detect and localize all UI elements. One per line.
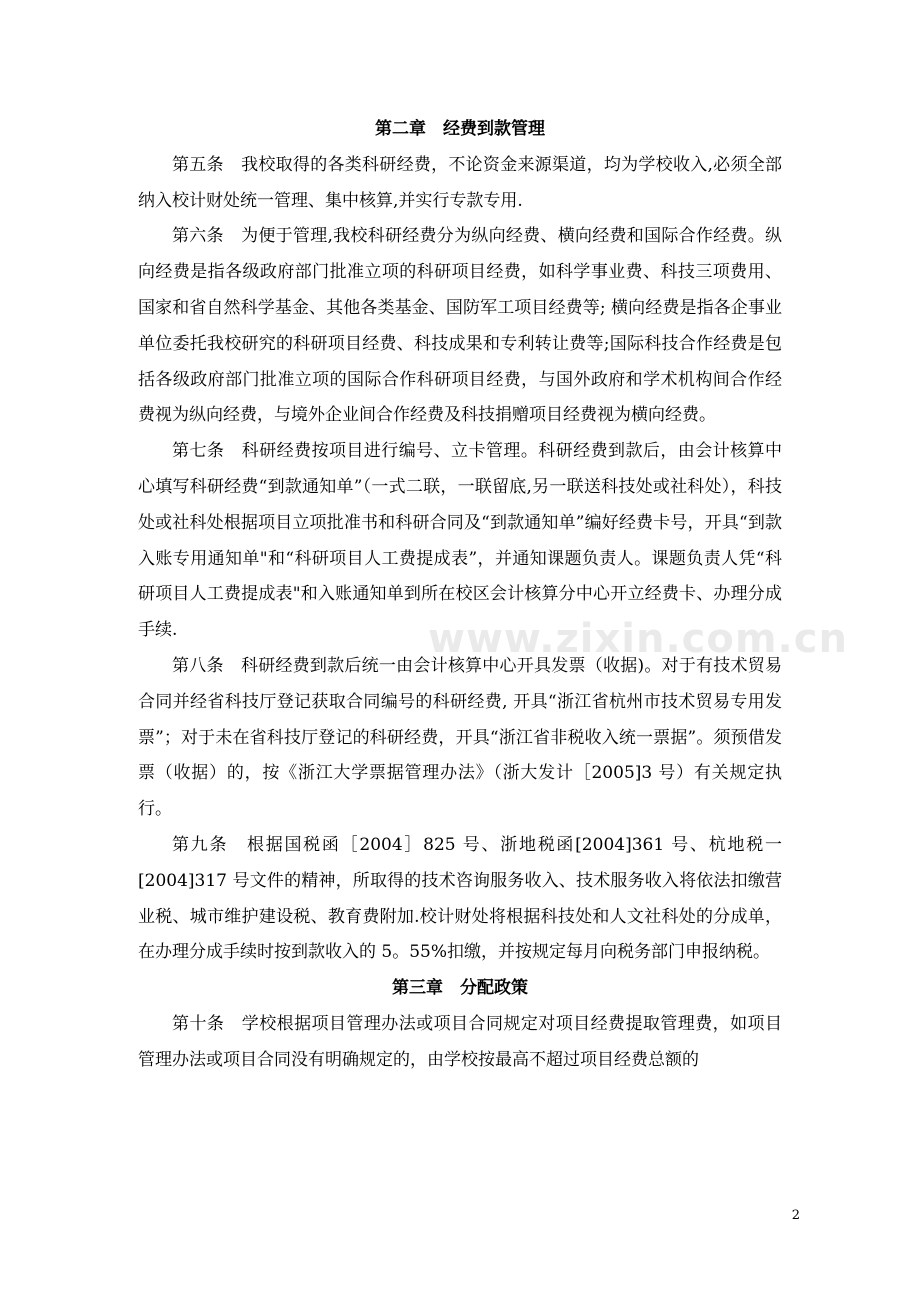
article-6: 第六条 为便于管理,我校科研经费分为纵向经费、横向经费和国际合作经费。纵向经费是指各级政府部门批准立项的科研项目经费，如科学事业费、科技三项费用、国家和省自然科学基金、其他各类基金、国防军工项目经费等; 横向经费是指各企事业单位委托我校研究的科研项目经费、科技成果和专利转让费等;国际科技合作经费是包括各级政府部门批准立项的国际合作科研项目经费，与国外政府和学术机构间合作经费视为纵向经费，与境外企业间合作经费及科技捐赠项目经费视为横向经费。 xyxy=(138,226,782,426)
article-8: 第八条 科研经费到款后统一由会计核算中心开具发票（收据)。对于有技术贸易合同并经省科技厅登记获取合同编号的科研经费, 开具“浙江省杭州市技术贸易专用发票”；对于未在省科技厅登记的科研经费，开具“浙江省非税收入统一票据”。须预借发票（收据）的，按《浙江大学票据管理办法》（浙大发计［2005]3 号）有关规定执行。 xyxy=(138,655,782,820)
watermark: www.zixin.com.cn xyxy=(428,616,848,662)
chapter-3-title: 第三章 分配政策 xyxy=(392,978,528,999)
article-9: 第九条 根据国税函［2004］825 号、浙地税函[2004]361 号、杭地税一[2004]317 号文件的精神，所取得的技术咨询服务收入、技术服务收入将依法扣缴营业税、城市维护建设税、教育费附加.校计财处将根据科技处和人文社科处的分成单，在办理分成手续时按到款收入的 5。55%扣缴，并按规定每月向税务部门申报纳税。 xyxy=(138,834,782,963)
page-number: 2 xyxy=(791,1208,800,1223)
chapter-2-title: 第二章 经费到款管理 xyxy=(375,119,545,139)
article-10: 第十条 学校根据项目管理办法或项目合同规定对项目经费提取管理费，如项目管理办法或项目合同没有明确规定的，由学校按最高不超过项目经费总额的 xyxy=(138,1013,782,1070)
document-body xyxy=(138,112,782,1079)
article-7: 第七条 科研经费按项目进行编号、立卡管理。科研经费到款后，由会计核算中心填写科研经费“到款通知单”（一式二联，一联留底,另一联送科技处或社科处），科技处或社科处根据项目立项批准书和科研合同及“到款通知单”编好经费卡号，开具“到款入账专用通知单"和“科研项目人工费提成表”，并通知课题负责人。课题负责人凭“科研项目人工费提成表"和入账通知单到所在校区会计核算分中心开立经费卡、办理分成手续. xyxy=(138,441,782,641)
article-5: 第五条 我校取得的各类科研经费，不论资金来源渠道，均为学校收入,必须全部纳入校计财处统一管理、集中核算,并实行专款专用. xyxy=(138,154,782,211)
